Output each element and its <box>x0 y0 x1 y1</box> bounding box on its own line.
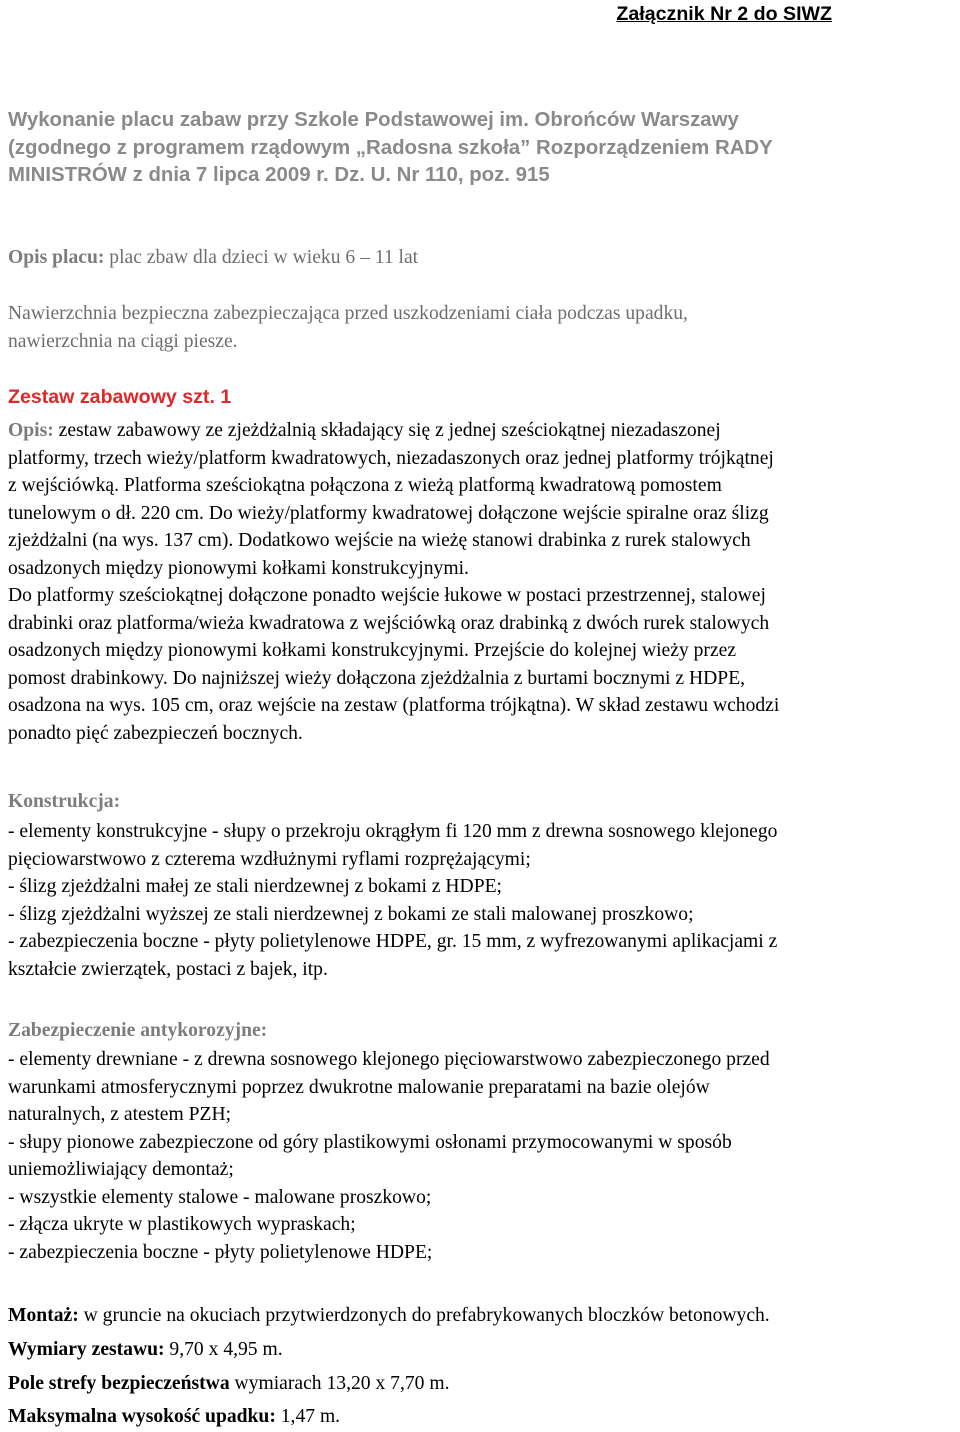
montaz-paragraph <box>8 1302 956 1330</box>
wysokosc-label: Maksymalna wysokość upadku: <box>8 1406 276 1427</box>
zabezpieczenie-line: - zabezpieczenia boczne - płyty polietylenowe HDPE; <box>8 1241 433 1263</box>
montaz-label: Montaż: <box>8 1305 79 1326</box>
pole-paragraph <box>8 1370 956 1398</box>
opis-line: drabinki oraz platforma/wieża kwadratowa z wejściówką oraz drabinką z dwóch rurek stalowych <box>8 612 770 634</box>
opis-placu-paragraph <box>8 244 956 272</box>
wysokosc-text: 1,47 m. <box>275 1406 341 1427</box>
zabezpieczenie-line: naturalnych, z atestem PZH; <box>8 1104 232 1125</box>
wymiary-text: 9,70 x 4,95 m. <box>164 1339 283 1360</box>
document-heading <box>8 107 773 190</box>
nawierzchnia-line: nawierzchnia na ciągi piesze. <box>8 330 238 352</box>
konstrukcja-line: kształcie zwierzątek, postaci z bajek, itp. <box>8 958 328 980</box>
zabezpieczenie-line: - złącza ukryte w plastikowych wypraskach; <box>8 1214 356 1235</box>
konstrukcja-line: - ślizg zjeżdżalni wyższej ze stali nierdzewnej z bokami ze stali malowanej proszkowo; <box>8 903 694 925</box>
konstrukcja-line: - zabezpieczenia boczne - płyty polietylenowe HDPE, gr. 15 mm, z wyfrezowanymi aplikacjami z <box>8 931 778 952</box>
konstrukcja-line: - ślizg zjeżdżalni małej ze stali nierdzewnej z bokami z HDPE; <box>8 876 503 897</box>
opis-line: osadzonych między pionowymi kołkami konstrukcyjnymi. Przejście do kolejnej wieży przez <box>8 640 737 661</box>
konstrukcja-label: Konstrukcja: <box>8 791 121 812</box>
zabezpieczenie-line: - wszystkie elementy stalowe - malowane proszkowo; <box>8 1186 432 1208</box>
zabezpieczenie-line: uniemożliwiający demontaż; <box>8 1159 234 1180</box>
konstrukcja-line: - elementy konstrukcyjne - słupy o przekroju okrągłym fi 120 mm z drewna sosnowego klejonego <box>8 821 778 842</box>
annex-title: Załącznik Nr 2 do SIWZ <box>616 3 832 25</box>
opis-line: osadzonych między pionowymi kołkami konstrukcyjnymi. <box>8 557 469 579</box>
opis-line: z wejściówką. Platforma sześciokątna połączona z wieżą platformą kwadratową pomostem <box>8 475 722 496</box>
opis-line: tunelowym o dł. 220 cm. Do wieży/platformy kwadratowej dołączone wejście spiralne oraz ślizg <box>8 502 769 524</box>
nawierzchnia-paragraph <box>8 300 956 355</box>
opis-line: zestaw zabawowy ze zjeżdżalnią składający się z jednej sześciokątnej niezadaszonej <box>53 420 721 441</box>
konstrukcja-line: pięciowarstwowo z czterema wzdłużnymi ryflami rozprężającymi; <box>8 848 531 870</box>
zabezpieczenie-line: - słupy pionowe zabezpieczone od góry plastikowymi osłonami przymocowanymi w sposób <box>8 1131 732 1153</box>
opis-line: Do platformy sześciokątnej dołączone ponadto wejście łukowe w postaci przestrzennej, stalowej <box>8 585 766 606</box>
nawierzchnia-line: Nawierzchnia bezpieczna zabezpieczająca przed uszkodzeniami ciała podczas upadku, <box>8 303 688 324</box>
heading-line: (zgodnego z programem rządowym „Radosna szkoła” Rozporządzeniem RADY <box>8 136 773 159</box>
heading-line: MINISTRÓW z dnia 7 lipca 2009 r. Dz. U. Nr 110, poz. 915 <box>8 164 550 186</box>
konstrukcja-list <box>8 818 956 983</box>
montaz-text: w gruncie na okuciach przytwierdzonych do prefabrykowanych bloczków betonowych. <box>78 1305 770 1326</box>
opis-line: osadzona na wys. 105 cm, oraz wejście na zestaw (platforma trójkątna). W skład zestawu wchodzi <box>8 695 780 716</box>
opis-placu-text: plac zbaw dla dzieci w wieku 6 – 11 lat <box>104 247 419 268</box>
zestaw-title: Zestaw zabawowy szt. 1 <box>8 386 232 408</box>
opis-line: pomost drabinkowy. Do najniższej wieży dołączona zjeżdżalnia z burtami bocznymi z HDPE, <box>8 667 746 689</box>
zabezpieczenie-line: - elementy drewniane - z drewna sosnowego klejonego pięciowarstwowo zabezpieczonego przed <box>8 1049 770 1070</box>
zabezpieczenie-label: Zabezpieczenie antykorozyjne: <box>8 1020 268 1041</box>
opis-first-line <box>8 417 956 445</box>
zabezpieczenie-list <box>8 1046 956 1266</box>
pole-label: Pole strefy bezpieczeństwa <box>8 1373 230 1394</box>
wymiary-label: Wymiary zestawu: <box>8 1339 165 1360</box>
pole-text: wymiarach 13,20 x 7,70 m. <box>229 1373 450 1394</box>
opis-line: zjeżdżalni (na wys. 137 cm). Dodatkowo wejście na wieżę stanowi drabinka z rurek stalowych <box>8 530 751 551</box>
opis-line: platformy, trzech wieży/platform kwadratowych, niezadaszonych oraz jednej platformy trójkątnej <box>8 447 774 469</box>
zabezpieczenie-heading <box>8 1017 956 1045</box>
opis-paragraph <box>8 417 956 747</box>
opis-line: ponadto pięć zabezpieczeń bocznych. <box>8 722 303 744</box>
wymiary-paragraph <box>8 1336 956 1364</box>
zabezpieczenie-line: warunkami atmosferycznymi poprzez dwukrotne malowanie preparatami na bazie olejów <box>8 1076 710 1098</box>
opis-placu-label: Opis placu: <box>8 247 105 268</box>
opis-label: Opis: <box>8 420 54 441</box>
wysokosc-paragraph <box>8 1403 956 1431</box>
konstrukcja-heading <box>8 788 956 816</box>
heading-line: Wykonanie placu zabaw przy Szkole Podstawowej im. Obrońców Warszawy <box>8 109 739 131</box>
